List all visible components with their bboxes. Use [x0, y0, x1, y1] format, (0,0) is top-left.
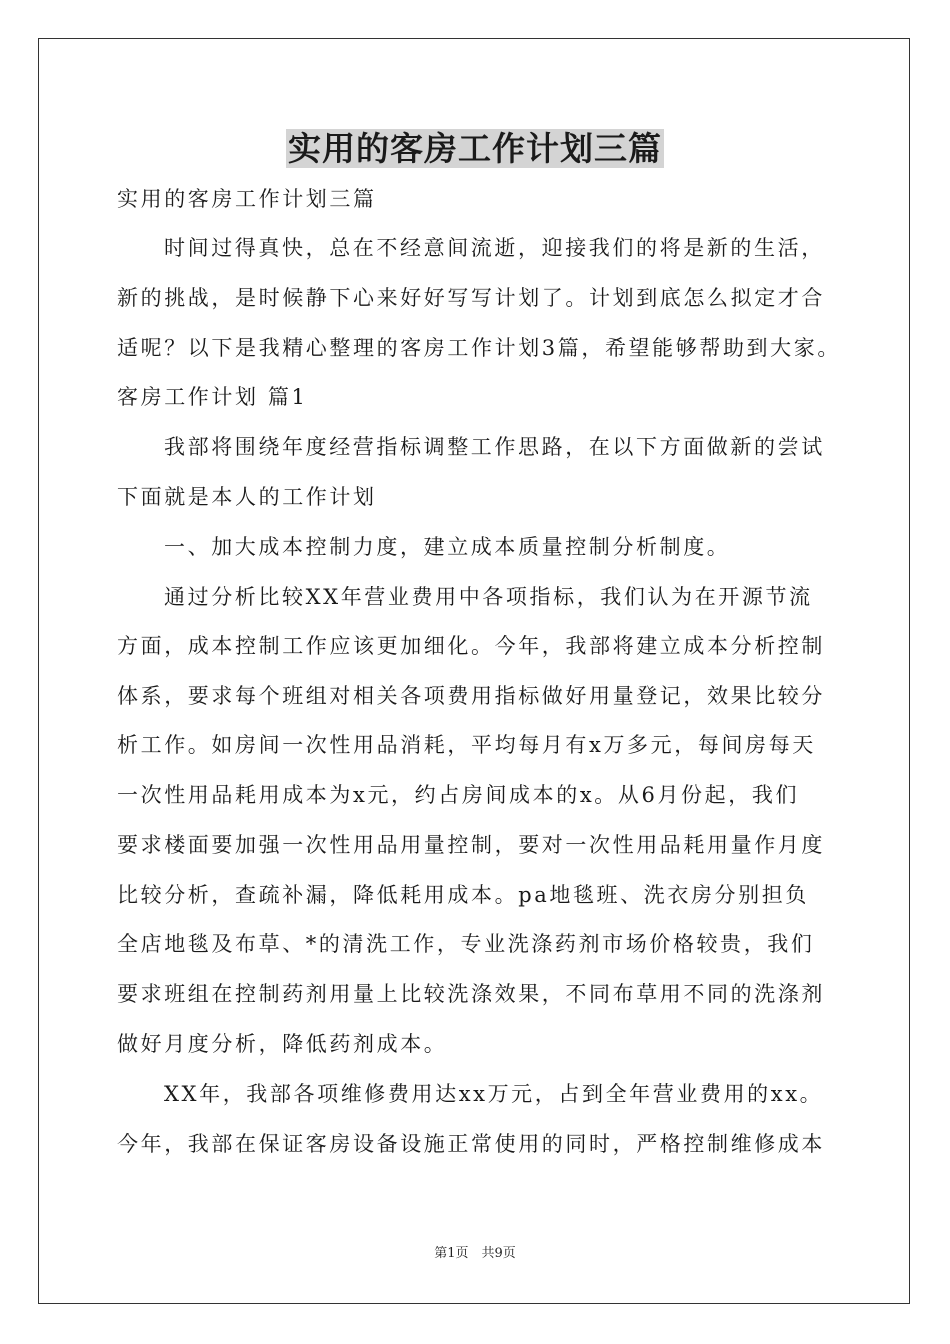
paragraph-line: 一次性用品耗用成本为x元，约占房间成本的x。从6月份起，我们: [117, 783, 800, 807]
paragraph-line: 我部将围绕年度经营指标调整工作思路，在以下方面做新的尝试: [164, 435, 825, 459]
section-heading: 客房工作计划 篇1: [117, 385, 308, 409]
paragraph-line: 全店地毯及布草、*的清洗工作，专业洗涤药剂市场价格较贵，我们: [117, 932, 815, 956]
paragraph-line: 今年，我部在保证客房设备设施正常使用的同时，严格控制维修成本: [117, 1132, 825, 1156]
paragraph-line: 新的挑战，是时候静下心来好好写写计划了。计划到底怎么拟定才合: [117, 286, 825, 310]
document-title-text: 实用的客房工作计划三篇: [288, 129, 662, 168]
paragraph-line: 通过分析比较XX年营业费用中各项指标，我们认为在开源节流: [164, 585, 813, 609]
paragraph-line: 适呢？以下是我精心整理的客房工作计划3篇，希望能够帮助到大家。: [117, 336, 841, 360]
paragraph-line: XX年，我部各项维修费用达xx万元，占到全年营业费用的xx。: [164, 1082, 824, 1106]
document-title: [0, 126, 950, 172]
paragraph-line: 做好月度分析，降低药剂成本。: [117, 1032, 448, 1056]
page-footer: 第1页 共9页: [434, 1246, 516, 1261]
paragraph-line: 时间过得真快，总在不经意间流逝，迎接我们的将是新的生活，: [164, 236, 825, 260]
paragraph-line: 比较分析，查疏补漏，降低耗用成本。pa地毯班、洗衣房分别担负: [117, 883, 809, 907]
paragraph-line: 体系，要求每个班组对相关各项费用指标做好用量登记，效果比较分: [117, 684, 825, 708]
subsection-heading: 一、加大成本控制力度，建立成本质量控制分析制度。: [164, 535, 731, 559]
paragraph-line: 析工作。如房间一次性用品消耗，平均每月有x万多元，每间房每天: [117, 733, 816, 757]
subtitle-line: 实用的客房工作计划三篇: [117, 187, 377, 211]
paragraph-line: 方面，成本控制工作应该更加细化。今年，我部将建立成本分析控制: [117, 634, 825, 658]
paragraph-line: 下面就是本人的工作计划: [117, 485, 377, 509]
paragraph-line: 要求楼面要加强一次性用品用量控制，要对一次性用品耗用量作月度: [117, 833, 825, 857]
paragraph-line: 要求班组在控制药剂用量上比较洗涤效果，不同布草用不同的洗涤剂: [117, 982, 825, 1006]
page-border: [38, 38, 910, 1304]
